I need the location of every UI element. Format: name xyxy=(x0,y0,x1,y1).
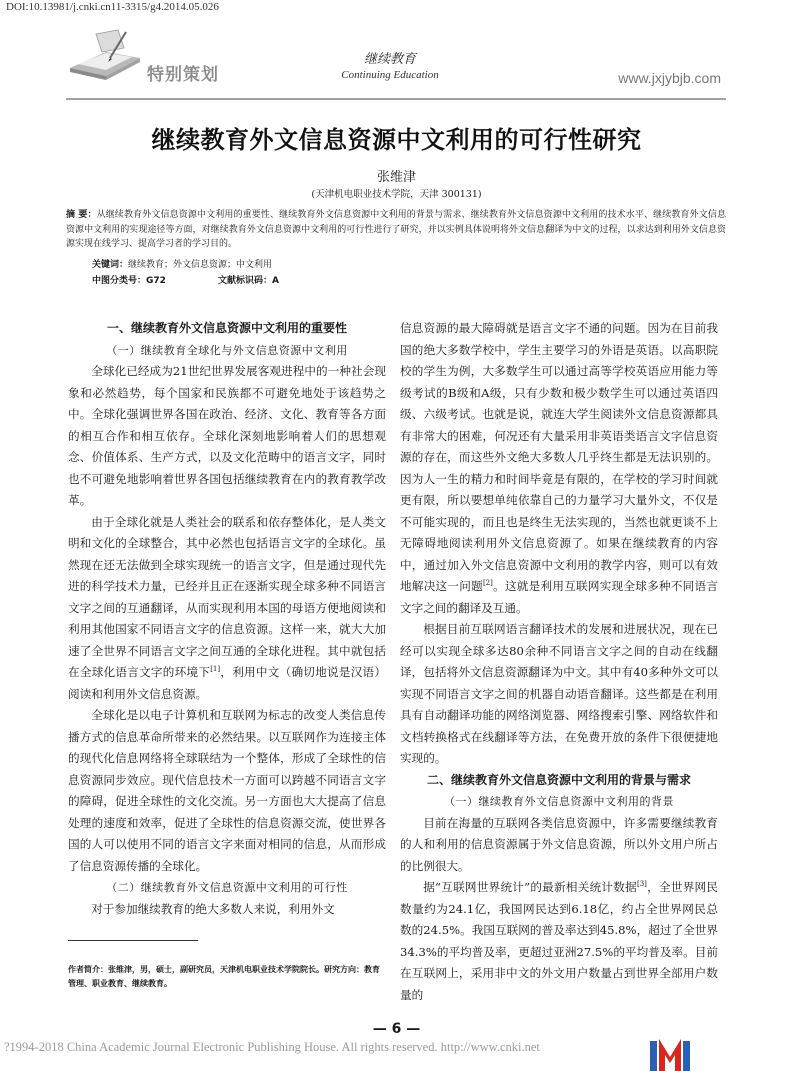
class-value: G72 xyxy=(146,276,166,286)
paragraph: 全球化是以电子计算机和互联网为标志的改变人类信息传播方式的信息革命所带来的必然结果。以互联网作为连接主体的现代化信息网络将全球联结为一个整体，形成了全球性的信息资源同步效应。现代信息技术一方面可以跨越不同语言文字的障碍，促进全球性的文化交流。另一方面也大大提高了信息处理的速度和效率，促进了全球性的信息资源交流，使世界各国的人可以使用不同的语言文字来面对相同的信息，从而形成了信息资源传播的全球化。 xyxy=(68,708,386,873)
subsection-heading-1-2: （二）继续教育外文信息资源中文利用的可行性 xyxy=(106,881,348,894)
citation-ref: [2] xyxy=(482,579,493,588)
footnote-text: 张维津，男，硕士，副研究员，天津机电职业技术学院院长。研究方向：教育管理、职业教育、继续教育。 xyxy=(68,965,380,988)
section-heading-2: 二、继续教育外文信息资源中文利用的背景与需求 xyxy=(426,772,691,787)
right-column xyxy=(400,318,718,1006)
class-label: 中图分类号： xyxy=(92,276,147,286)
footnote-label: 作者简介： xyxy=(68,965,108,974)
author-affiliation: (天津机电职业技术学院，天津 300131) xyxy=(311,189,482,200)
paragraph xyxy=(400,318,718,619)
footnote-divider xyxy=(68,940,198,941)
paragraph-text: ，利用中文（确切地说是汉语）阅读和利用外文信息资源。 xyxy=(68,665,386,701)
section-heading-1: 一、继续教育外文信息资源中文利用的重要性 xyxy=(106,321,347,335)
copyright-line: ?1994-2018 China Academic Journal Electronic Publishing House. All rights reserved. http://www.cnki.net xyxy=(4,1040,540,1054)
doi: DOI:10.13981/j.cnki.cn11-3315/g4.2014.05.026 xyxy=(6,1,219,13)
keywords-text: 继续教育；外文信息资源；中文利用 xyxy=(128,260,273,270)
citation-ref: [3] xyxy=(636,880,647,889)
paragraph-text: 据“互联网世界统计”的最新相关统计数据 xyxy=(423,880,637,894)
paragraph-text: 信息资源的最大障碍就是语言文字不通的问题。因为在目前我国的绝大多数学校中，学生主要学习的外语是英语。以高职院校的学生为例，大多数学生可以通过高等学校英语应用能力等级考试的B级和A级，只有少数和极少数学生可以通过英语四级、六级考试。也就是说，就连大学生阅读外文信息资源都具有非常大的困难，何况还有大量采用非英语类语言文字信息资源的存在，而这些外文绝大多数人几乎终生都是无法识别的。因为人一生的精力和时间毕竟是有限的，在学校的学习时间就更有限，所以要想单纯依靠自己的力量学习大量外文，不仅是不可能实现的，而且也是终生无法实现的，当然也就更谈不上无障碍地阅读利用外文信息资源了。如果在继续教育的内容中，通过加入外文信息资源中文利用的教学内容，则可以有效地解决这一问题 xyxy=(400,321,718,593)
article-title: 继续教育外文信息资源中文利用的可行性研究 xyxy=(151,126,642,154)
paragraph: 目前在海量的互联网各类信息资源中，许多需要继续教育的人和利用的信息资源属于外文信息资源，所以外文用户所占的比例很大。 xyxy=(400,815,718,873)
keywords xyxy=(92,257,272,270)
keywords-label: 关键词： xyxy=(92,260,129,270)
paragraph: 根据目前互联网语言翻译技术的发展和进展状况，现在已经可以实现全球多达80余种不同语言文字之间的自动在线翻译，包括将外文信息资源翻译为中文。其中有40多种外文可以实现不同语言文字之间的机器自动语音翻译。这些都是在利用具有自动翻译功能的网络浏览器、网络搜索引擎、网络软件和文档转换格式在线翻译等方法，在免费开放的条件下很便捷地实现的。 xyxy=(400,622,718,765)
abstract xyxy=(66,208,726,252)
journal-url[interactable]: www.jxjybjb.com xyxy=(618,70,721,86)
subsection-heading-2-1: （一）继续教育外文信息资源中文利用的背景 xyxy=(444,795,674,808)
paragraph: 对于参加继续教育的绝大多数人来说，利用外文 xyxy=(91,901,335,916)
left-column xyxy=(68,318,386,920)
abstract-label: 摘 要： xyxy=(66,210,97,220)
paragraph xyxy=(400,877,718,1006)
article-author: 张维津 xyxy=(376,170,416,185)
header-divider xyxy=(66,98,726,100)
journal-logo-en: Continuing Education xyxy=(341,69,439,81)
doc-code-label: 文献标识码： xyxy=(217,276,272,286)
citation-ref: [1] xyxy=(210,665,221,674)
writing-desk-icon xyxy=(66,28,144,86)
doc-code-value: A xyxy=(271,276,279,286)
section-title: 特别策划 xyxy=(147,65,219,85)
paragraph xyxy=(68,512,386,706)
paragraph: 全球化已经成为21世纪世界发展客观进程中的一种社会现象和必然趋势，每个国家和民族都不可避免地处于该趋势之中。全球化强调世界各国在政治、经济、文化、教育等各方面的相互合作和相互依存。全球化深刻地影响着人们的思想观念、价值体系、生产方式，以及文化范畴中的语言文字，同时也不可避免地影响着世界各国包括继续教育在内的教育教学改革。 xyxy=(68,364,386,507)
paragraph-text: 由于全球化就是人类社会的联系和依存整体化，是人类文明和文化的全球整合，其中必然也包括语言文字的全球化。虽然现在还无法做到全球实现统一的语言文字，但是通过现代先进的科学技术力量，已经并且正在逐渐实现全球多种不同语言文字之间的互通翻译，从而实现利用本国的母语方便地阅读和利用其他国家不同语言文字的信息资源。这样一来，就大大加速了全世界不同语言文字之间互通的全球化进程。其中就包括在全球化语言文字的环境下 xyxy=(68,514,386,679)
cnki-logo xyxy=(650,1033,690,1073)
journal-logo xyxy=(335,48,445,81)
subsection-heading-1-1: （一）继续教育全球化与外文信息资源中文利用 xyxy=(106,343,348,357)
author-footnote xyxy=(68,963,386,991)
journal-logo-cn: 继续教育 xyxy=(363,52,416,67)
paragraph-text: 。这就是利用互联网实现全球多种不同语言文字之间的翻译及互通。 xyxy=(400,579,718,615)
page-number: — 6 — xyxy=(372,1021,421,1037)
classification xyxy=(92,273,279,286)
abstract-text: 从继续教育外文信息资源中文利用的重要性、继续教育外文信息资源中文利用的背景与需求、继续教育外文信息资源中文利用的技术水平、继续教育外文信息资源中文利用的实现途径等方面，对继续教育外文信息资源中文利用的可行性进行了研究，并以实例具体说明将外文信息翻译为中文的过程，以求达到利用外文信息资源实现在线学习、提高学习者的学习目的。 xyxy=(66,210,726,249)
paragraph-text: ，全世界网民数量约为24.1亿，我国网民达到6.18亿，约占全世界网民总数的24.5%。我国互联网的普及率达到45.8%，超过了全世界34.3%的平均普及率，更超过亚洲27.5%的平均普及率。目前在互联网上，采用非中文的外文用户数量占到世界全部用户数量的 xyxy=(400,880,718,1002)
